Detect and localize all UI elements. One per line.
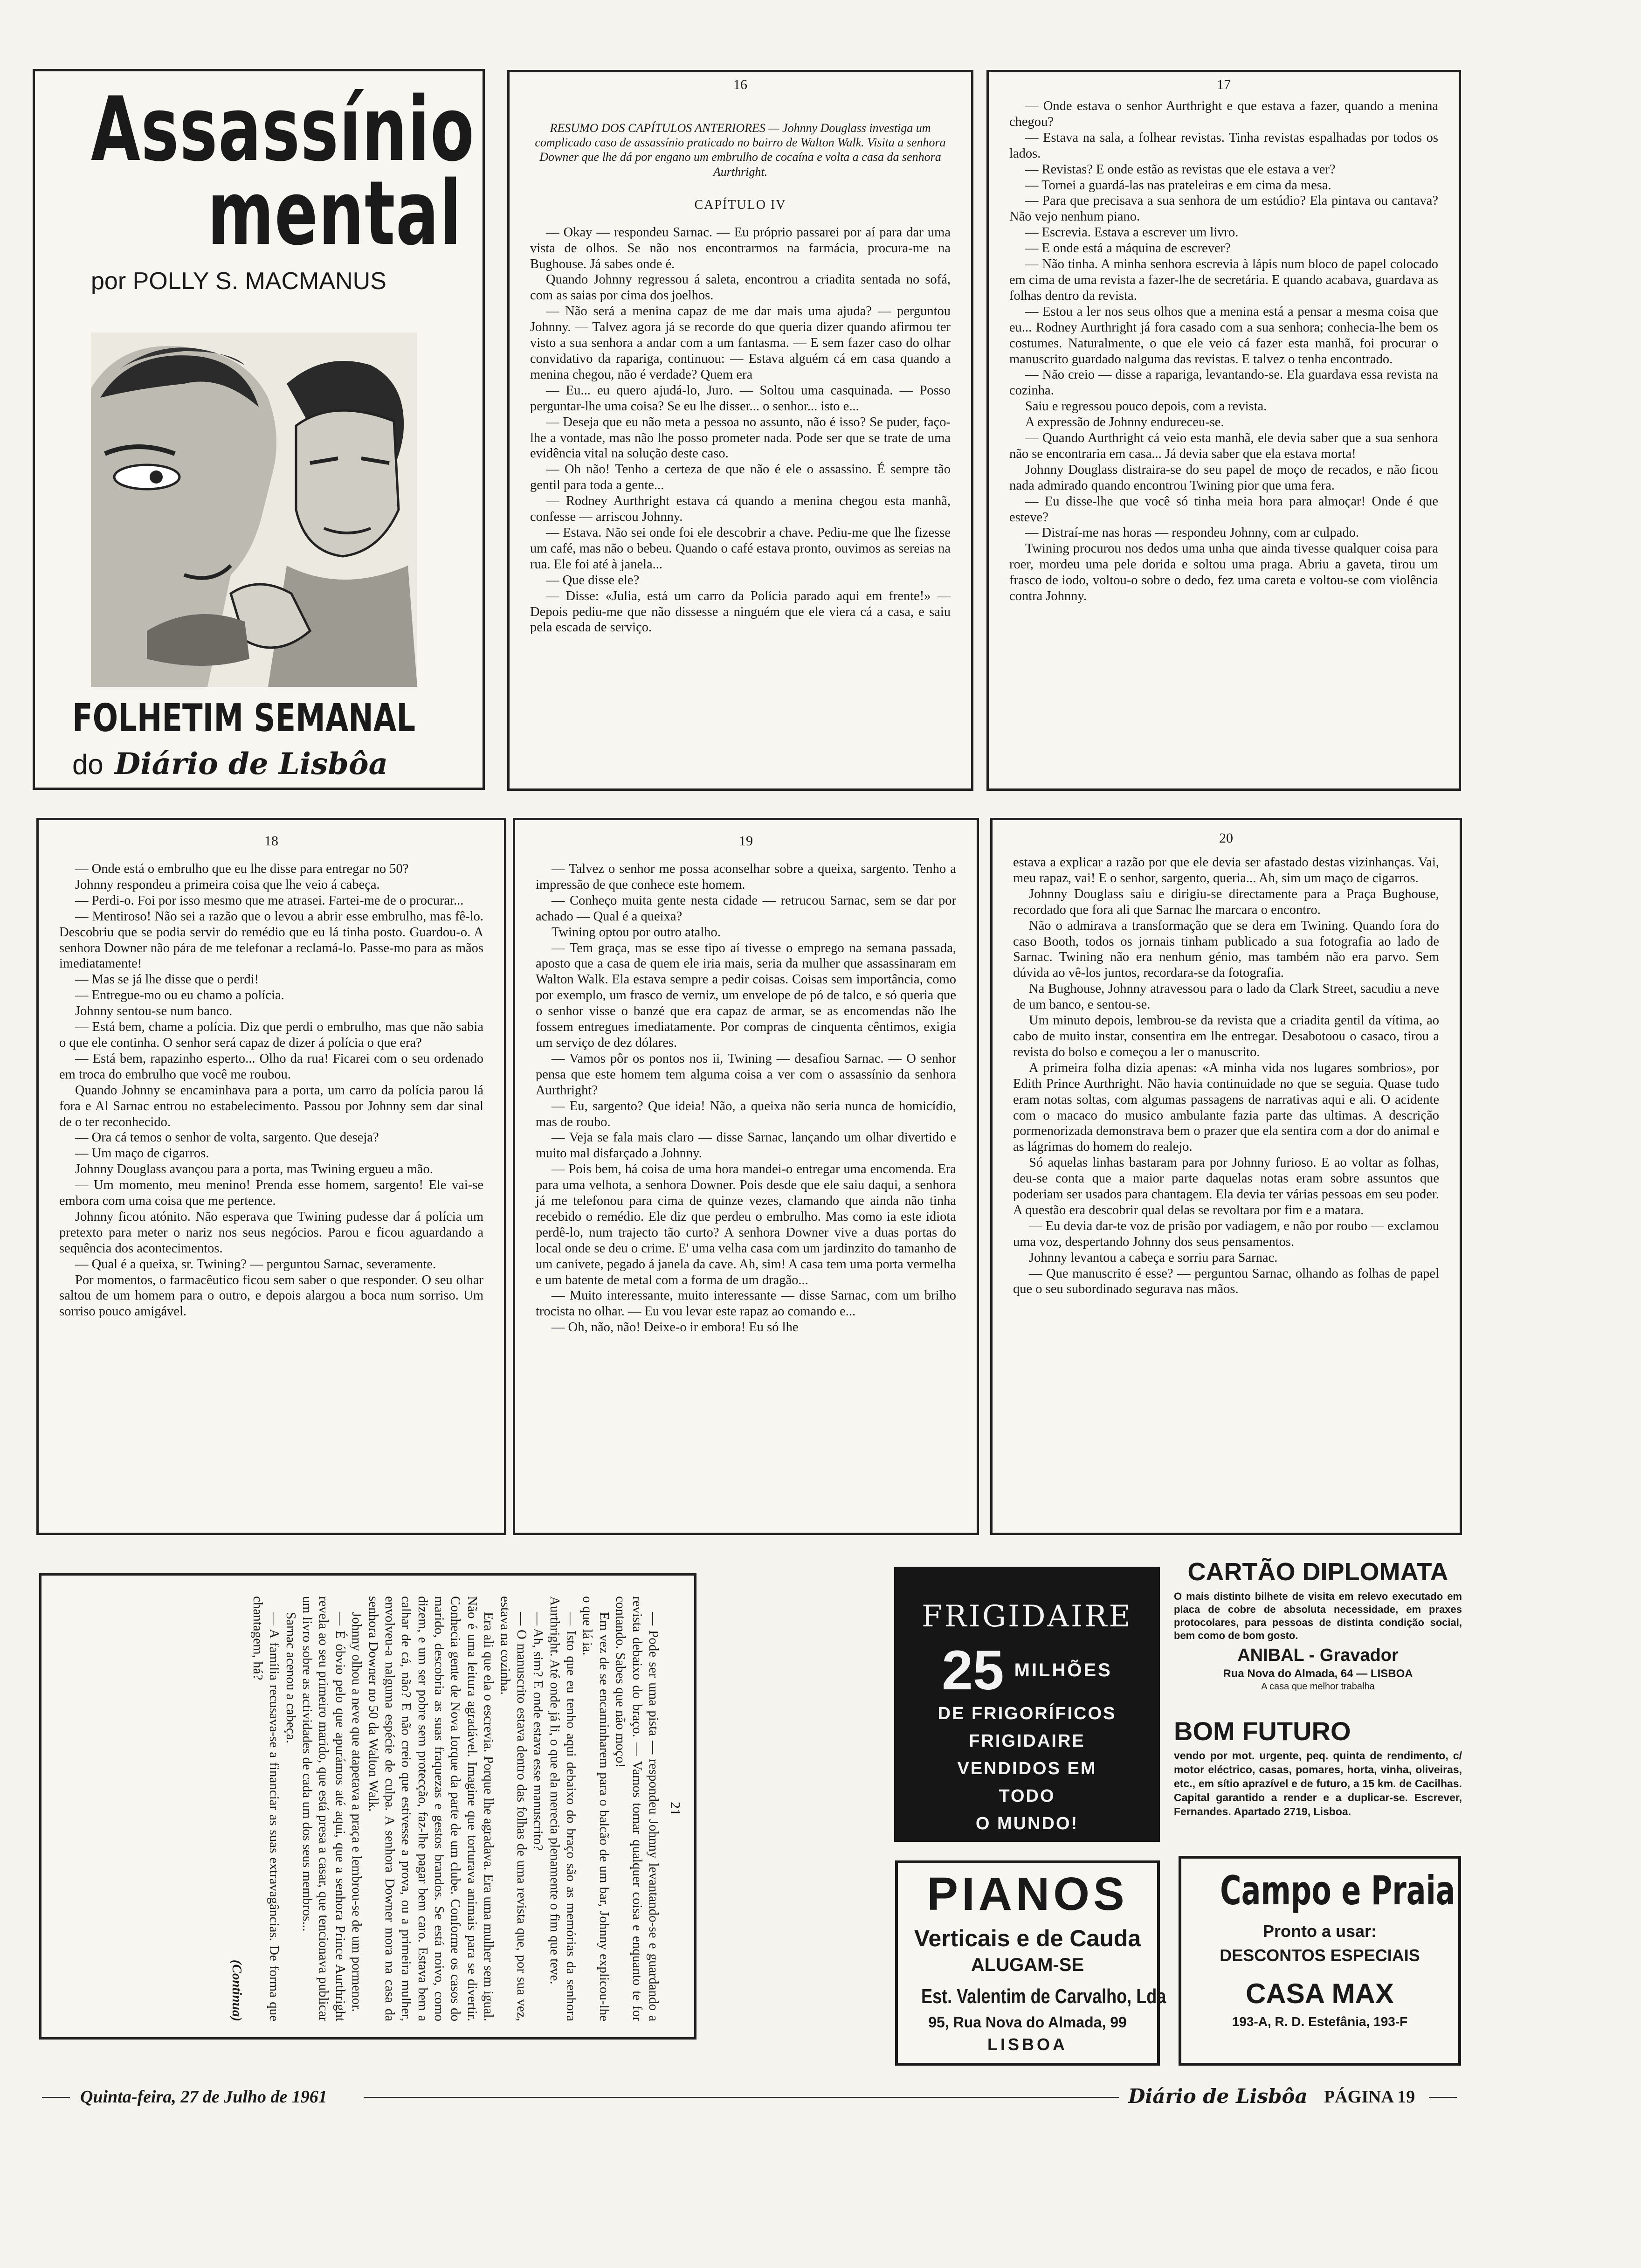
paragraph: Twining procurou nos dedos uma unha que ainda tivesse qualquer coisa para roer, mordeu uma pele dorida e soltou uma praga. Abriu a gaveta, tirou um frasco de iodo, voltou-o sobre o dedo, fez uma careta e voltou-se com violência contra Johnny. <box>1009 541 1438 604</box>
paragraph: Johnny olhou a neve que atapetava a praça e lembrou-se de um pormenor. <box>349 1612 365 2012</box>
footer-paper: Diário de Lisbôa <box>1128 2085 1308 2108</box>
chapter-heading: CAPÍTULO IV <box>694 197 786 212</box>
pianos-subtitle: Verticais e de Cauda <box>914 1925 1141 1951</box>
cartao-title: CARTÃO DIPLOMATA <box>1187 1558 1448 1586</box>
page-21-rotated-content <box>41 1576 694 2042</box>
ad-pianos <box>895 1860 1166 2066</box>
footer-page: PÁGINA 19 <box>1324 2087 1415 2107</box>
frigidaire-line: TODO <box>999 1786 1055 1806</box>
continua-label: (Continua) <box>229 1959 244 2021</box>
story-text <box>515 861 977 1335</box>
paragraph: Quando Johnny se encaminhava para a porta, um carro da polícia parou lá fora e Al Sarnac entrou no estabelecimento. Passou por Johnny sem dar sinal de o ter reconhecido. <box>59 1083 483 1129</box>
paragraph: Por momentos, o farmacêutico ficou sem saber o que responder. O seu olhar saltou de um homem para o outro, e depois alargou a boca num sorriso. Um sorriso pouco amigável. <box>59 1272 483 1319</box>
paragraph: — O manuscrito estava dentro das folhas de uma revista que, por sua vez, estava na cozinha. <box>497 1596 529 2021</box>
paragraph: — Ah, sim? E onde estava esse manuscrito? <box>531 1612 546 1851</box>
ad-frigidaire <box>894 1567 1160 1842</box>
paragraph: — Estou a ler nos seus olhos que a menina está a pensar a mesma coisa que eu... Rodney Aurthright já fora casado com a sua senhora; conhecia-lhe bem os costumes. Naturalmente, o que ele veio cá fazer esta manhã, foi procurar o manuscrito guardado nalguma das revistas. E talvez o tenha encontrado. <box>1009 304 1438 366</box>
paragraph: Não o admirava a transformação que se dera em Twining. Quando fora do caso Booth, todos os jornais tinham publicado a sua fotografia ao lado de Sarnac. Twining não era nenhum génio, mas também não era parvo. Sem dúvida ao vê-los juntos, recordara-se da fotografia. <box>1013 918 1439 981</box>
series-title: FOLHETIM SEMANAL <box>72 696 416 740</box>
campo-store: CASA MAX <box>1246 1978 1394 2009</box>
paragraph: — Eu... eu quero ajudá-lo, Juro. — Soltou uma casquinada. — Posso perguntar-lhe uma coisa? Se eu lhe disser... o senhor... isto e... <box>530 383 951 414</box>
paragraph: — Eu disse-lhe que você só tinha meia hora para almoçar! Onde é que esteve? <box>1009 494 1438 525</box>
paragraph: — A família recusava-se a financiar as suas extravagâncias. De forma que chantagem, há? <box>250 1596 282 2021</box>
paragraph: — Okay — respondeu Sarnac. — Eu próprio passarei por aí para dar uma vista de olhos. Se não nos encontrarmos na farmácia, procura-me na Bughouse. Já sabes onde é. <box>530 225 951 271</box>
paragraph: — Está bem, chame a polícia. Diz que perdi o embrulho, mas que não sabia o que ele continha. O senhor será capaz de dizer á polícia o que era? <box>59 1020 483 1050</box>
paragraph: — Muito interessante, muito interessante — disse Sarnac, com um brilho trocista no olhar. — Eu vou levar este rapaz ao comando e... <box>536 1288 956 1319</box>
ad-cartao-diplomata <box>1174 1557 1462 1707</box>
paragraph: — Não tinha. A minha senhora escrevia à lápis num bloco de papel colocado em cima de uma revista a fazer-lhe de secretária. E quando acabava, guardava as folhas dentro da revista. <box>1009 257 1438 303</box>
paragraph: — Pois bem, há coisa de uma hora mandei-o entregar uma encomenda. Era para uma velhota, a senhora Downer. Pois desde que ele saiu daqui, a senhora já me telefonou para cima de quinze vezes, clamando que ainda não tinha recebido o remédio. Ele diz que perdeu o embrulho. Mas como ia este idiota perdê-lo, num trajecto tão curto? A senhora Downer vive a duas portas do local onde se deu o crime. E' uma velha casa com um jardinzito do tamanho de um canivete, pegado á janela da cave. Ah, sim! A casa tem uma porta vermelha e um batente de metal com a forma de um dragão... <box>536 1162 956 1287</box>
frigidaire-number: 25 <box>942 1639 1004 1701</box>
cartao-brand: ANIBAL - Gravador <box>1237 1645 1399 1665</box>
paragraph: — Mentiroso! Não sei a razão que o levou a abrir esse embrulho, mas fê-lo. Descobriu que se podia servir do remédio que eu lá tinha posto. Guardou-o. A senhora Downer não pára de me telefonar a reclamá-lo. Passe-mo para as mãos imediatamente! <box>59 909 483 971</box>
page-number: 16 <box>733 77 747 92</box>
paragraph: — Para que precisava a sua senhora de um estúdio? Ela pintava ou cantava? Não vejo nenhum piano. <box>1009 194 1438 224</box>
story-text <box>228 1576 662 2042</box>
story-text <box>989 98 1459 604</box>
page-21-panel <box>39 1573 696 2040</box>
cover-author: por POLLY S. MACMANUS <box>91 268 386 295</box>
paragraph: Johnny Douglass saiu e dirigiu-se directamente para a Praça Bughouse, recordado que fora ali que Sarnac lhe marcara o encontro. <box>1013 886 1439 917</box>
paragraph: — Está bem, rapazinho esperto... Olho da rua! Ficarei com o seu ordenado em troca do embrulho que você me roubou. <box>59 1051 483 1082</box>
page-number: 18 <box>264 833 278 849</box>
paragraph: Quando Johnny regressou á saleta, encontrou a criadita sentada no sofá, com as saias por cima dos joelhos. <box>530 272 951 303</box>
resumo: RESUMO DOS CAPÍTULOS ANTERIORES — Johnny Douglass investiga um complicado caso de assassínio praticado no bairro de Walton Walk. Visita a senhora Downer que lhe dá por engano um embrulho de cocaína e volta a casa da senhora Aurthright. <box>535 121 946 179</box>
paragraph: — Escrevia. Estava a escrever um livro. <box>1025 225 1239 240</box>
paragraph: — Talvez o senhor me possa aconselhar sobre a queixa, sargento. Tenho a impressão de que conhece este homem. <box>536 862 956 892</box>
footer-date: Quinta-feira, 27 de Julho de 1961 <box>80 2087 327 2107</box>
paragraph: — Rodney Aurthright estava cá quando a menina chegou esta manhã, confesse — arriscou Johnny. <box>530 494 951 525</box>
cartao-body: O mais distinto bilhete de visita em relevo executado em placa de cobre de absoluta necessidade, em praxes protocolares, para pessoas de distinta condição social, bem como de bom gosto. <box>1174 1590 1462 1642</box>
cartao-tagline: A casa que melhor trabalha <box>1261 1681 1375 1692</box>
page-number: 17 <box>1217 77 1231 92</box>
paragraph: — Onde estava o senhor Aurthright e que estava a fazer, quando a menina chegou? <box>1009 99 1438 129</box>
cartao-address: Rua Nova do Almada, 64 — LISBOA <box>1223 1667 1413 1680</box>
paragraph: — Qual é a queixa, sr. Twining? — perguntou Sarnac, severamente. <box>75 1257 436 1272</box>
paragraph: Só aquelas linhas bastaram para por Johnny furioso. E ao voltar as folhas, deu-se conta que a maior parte daquelas notas eram sobre assuntos que poderiam ser usados para chantagem. Ela devia ter várias pessoas em seu poder. A questão era descobrir qual delas se revoltara por fim e a matara. <box>1013 1155 1439 1217</box>
paragraph: — Ora cá temos o senhor de volta, sargento. Que deseja? <box>75 1130 379 1145</box>
page-18-panel <box>36 818 506 1535</box>
paragraph: — Um maço de cigarros. <box>75 1146 209 1161</box>
paragraph: estava a explicar a razão por que ele devia ser afastado destas vizinhanças. Vai, meu rapaz, vai! E o senhor, sargento, queria... Ah, sim um maço de cigarros. <box>1013 855 1439 885</box>
paragraph: — Vamos pôr os pontos nos ii, Twining — desafiou Sarnac. — O senhor pensa que este homem tem alguma coisa a ver com o assassínio da senhora Aurthright? <box>536 1051 956 1098</box>
paragraph: — Não será a menina capaz de me dar mais uma ajuda? — perguntou Johnny. — Talvez agora já se recorde do que queria dizer quando afirmou ter visto a sua senhora a andar com a um fantasma. — E sem fazer caso do olhar convidativo da rapariga, continuou: — Estava alguém cá em casa quando a menina chegou, não é verdade? Quem era <box>530 304 951 382</box>
campo-title: Campo e Praia <box>1220 1867 1455 1914</box>
paragraph: A primeira folha dizia apenas: «A minha vida nos lugares sombrios», por Edith Prince Aurthright. Não havia continuidade no que se seguia. Quase tudo eram notas soltas, com algumas passagens de narrativas aqui e ali. O acidente com o macaco do musico ambulante fazia parte das ultimas. A descrição pormenorizada demonstrava bem o prazer que ela sentira com a dor do animal e as lágrimas do homem do realejo. <box>1013 1060 1439 1155</box>
page-number: 19 <box>739 833 753 849</box>
paragraph: Saiu e regressou pouco depois, com a revista. <box>1025 399 1267 414</box>
cover-panel <box>33 69 485 790</box>
paragraph: — E onde está a máquina de escrever? <box>1025 241 1231 256</box>
paragraph: Johnny levantou a cabeça e sorriu para Sarnac. <box>1029 1250 1278 1265</box>
page-number: 21 <box>668 1802 683 1816</box>
frigidaire-line: DE FRIGORÍFICOS <box>938 1704 1117 1723</box>
paragraph: — Revistas? E onde estão as revistas que ele estava a ver? <box>1025 162 1336 177</box>
newspaper-prefix: do <box>72 749 103 780</box>
paragraph: Era ali que ela o escrevia. Porque lhe agradava. Era uma mulher sem igual. Não é uma leitura agradável. Imagine que torturava animais para se divertir. Conhecia gente de Nova Iorque da parte de um clube. Conforme os casos do marido, descobria as suas fraquezas e gestos brandos. Se está noivo, como dizem, e um ser pobre sem protecção, faz-lhe pagar bem caro. Estava bem a calhar de cá, não? E não creio que estivesse a prova, ou a primeira mulher, envolveu-a nalguma espécie de culpa. A senhora Downer mora na casa da senhora Downer no 50 da Walton Walk. <box>365 1596 496 2021</box>
paragraph: Sarnac acenou a cabeça. <box>283 1612 298 1743</box>
paragraph: — Tornei a guardá-las nas prateleiras e em cima da mesa. <box>1025 178 1331 193</box>
pianos-rent: ALUGAM-SE <box>971 1955 1084 1975</box>
cover-title-line2: mental <box>207 162 462 265</box>
bomfuturo-title: BOM FUTURO <box>1174 1716 1351 1746</box>
paragraph: Twining optou por outro atalho. <box>552 925 721 940</box>
paragraph: Johnny sentou-se num banco. <box>75 1004 233 1019</box>
frigidaire-brand: FRIGIDAIRE <box>922 1599 1132 1634</box>
footer-rule <box>364 2097 1119 2098</box>
bomfuturo-body: vendo por mot. urgente, peq. quinta de rendimento, c/ motor eléctrico, casas, pomares, horta, vinha, oliveiras, etc., em sítio aprazível e de futuro, a 15 km. de Cacilhas. Capital garantido a render e a duplicar-se. Escrever, Fernandes. Apartado 2719, Lisboa. <box>1174 1749 1462 1818</box>
frigidaire-headline <box>894 1639 1160 1701</box>
paragraph: — Onde está o embrulho que eu lhe disse para entregar no 50? <box>75 862 409 876</box>
paragraph: — Mas se já lhe disse que o perdi! <box>75 972 259 987</box>
ad-campo-e-praia <box>1179 1856 1461 2066</box>
paragraph: — Eu devia dar-te voz de prisão por vadiagem, e não por roubo — exclamou uma voz, despertando Johnny dos seus pensamentos. <box>1013 1218 1439 1249</box>
pianos-title: PIANOS <box>927 1868 1128 1920</box>
ad-bom-futuro <box>1174 1716 1462 1846</box>
frigidaire-line: VENDIDOS EM <box>957 1759 1097 1778</box>
paragraph: Johnny respondeu a primeira coisa que lhe veio á cabeça. <box>75 877 380 892</box>
paragraph: — Pode ser uma pista — respondeu Johnny levantando-se e guardando a revista debaixo do braço. — Vamos tomar qualquer coisa e enquanto te for contando. Sabes que não moço! <box>613 1596 661 2021</box>
paragraph: — Veja se fala mais claro — disse Sarnac, lançando um olhar divertido e muito mal disfarçado a Johnny. <box>536 1130 956 1161</box>
paragraph: — Perdi-o. Foi por isso mesmo que me atrasei. Fartei-me de o procurar... <box>75 893 464 908</box>
paragraph: — Um momento, meu menino! Prenda esse homem, sargento! Ele vai-se embora com uma coisa que me pertence. <box>59 1178 483 1209</box>
campo-address: 193-A, R. D. Estefânia, 193-F <box>1232 2014 1408 2029</box>
paragraph: A expressão de Johnny endureceu-se. <box>1025 415 1224 430</box>
page-17-panel <box>986 70 1461 791</box>
story-text <box>39 861 504 1320</box>
newspaper-name: Diário de Lisbôa <box>114 747 388 781</box>
page-footer <box>42 2085 1459 2108</box>
paragraph: — Tem graça, mas se esse tipo aí tivesse o emprego na semana passada, aposto que a casa de quem ele iria mais, seria da mulher que assassinaram em Walton Walk. Ela estava sempre a pedir coisas. Coisas sem importância, como por exemplo, um frasco de verniz, um envelope de pó de talco, e só queria que o senhor visse o banzé que era capaz de armar, se as encomendas não lhe fossem entregues imediatamente. Por compras de cinquenta cêntimos, exigia um serviço de dez dólares. <box>536 940 956 1050</box>
page-19-panel <box>513 818 979 1535</box>
story-text <box>510 225 971 636</box>
story-text <box>993 855 1460 1297</box>
frigidaire-line: MILHÕES <box>1014 1660 1112 1680</box>
paragraph: — É óbvio pelo que apurámos até aqui, que a senhora Prince Aurthright revela ao seu primeiro marido, que está presa a casar, que tencionava publicar um livro sobre as actividades de cada um dos seus membros... <box>300 1596 348 2021</box>
paragraph: — Oh, não, não! Deixe-o ir embora! Eu só lhe <box>552 1320 799 1335</box>
pianos-city: LISBOA <box>987 2035 1068 2054</box>
newspaper-line <box>72 747 388 781</box>
campo-ready: Pronto a usar: <box>1262 1921 1377 1941</box>
paragraph: — Isto que eu tenho aqui debaixo do braço são as memórias da senhora Aurthright. Até onde já li, o que ela merecia plenamente o fim que teve. <box>547 1596 579 2021</box>
paragraph: — Oh não! Tenho a certeza de que não é ele o assassino. É sempre tão gentil para toda a gente... <box>530 462 951 493</box>
paragraph: — Estava. Não sei onde foi ele descobrir a chave. Pediu-me que lhe fizesse um café, mas não o bebeu. Quando o café estava pronto, ouvimos as sereias na rua. Ele foi até à janela... <box>530 525 951 572</box>
paragraph: Na Bughouse, Johnny atravessou para o lado da Clark Street, sacudiu a neve de um banco, e sentou-se. <box>1013 982 1439 1012</box>
paragraph: — Não creio — disse a rapariga, levantando-se. Ela guardava essa revista na cozinha. <box>1009 367 1438 398</box>
paragraph: Johnny ficou atónito. Não esperava que Twining pudesse dar á polícia um pretexto para meter o nariz nos seus negócios. Parou e ficou aguardando a sequência dos acontecimentos. <box>59 1209 483 1256</box>
page-number: 20 <box>1219 830 1233 846</box>
paragraph: — Que manuscrito é esse? — perguntou Sarnac, olhando as folhas de papel que o seu subordinado segurava nas mãos. <box>1013 1266 1439 1297</box>
cover-title-line1: Assassínio <box>91 78 475 181</box>
footer-rule <box>42 2097 70 2098</box>
campo-discounts: DESCONTOS ESPECIAIS <box>1220 1945 1420 1965</box>
paragraph: — Conheço muita gente nesta cidade — retrucou Sarnac, sem se dar por achado — Qual é a queixa? <box>536 893 956 924</box>
paragraph: — Estava na sala, a folhear revistas. Tinha revistas espalhadas por todos os lados. <box>1009 130 1438 161</box>
paragraph: — Entregue-mo ou eu chamo a polícia. <box>75 988 284 1003</box>
paragraph: — Quando Aurthright cá veio esta manhã, ele devia saber que a sua senhora não se encontraria em casa... Já devia saber que ela estava morta! <box>1009 431 1438 461</box>
footer-rule <box>1429 2097 1457 2098</box>
paragraph: — Eu, sargento? Que ideia! Não, a queixa não seria nunca de homicídio, mas de roubo. <box>536 1099 956 1129</box>
paragraph: Johnny Douglass avançou para a porta, mas Twining ergueu a mão. <box>75 1162 433 1177</box>
cover-illustration <box>91 332 417 687</box>
page-16-panel <box>507 70 973 791</box>
pianos-company: Est. Valentim de Carvalho, Lda <box>921 1985 1166 2008</box>
paragraph: Um minuto depois, lembrou-se da revista que a criadita gentil da vítima, ao cabo de muito instar, consentira em lhe entregar. Desabotoou o casaco, tirou a revista do bolso e começou a ler o manuscrito. <box>1013 1013 1439 1059</box>
paragraph: Em vez de se encaminharem para o balcão de um bar, Johnny explicou-lhe o que lá ia. <box>580 1596 612 2021</box>
paragraph: — Deseja que eu não meta a pessoa no assunto, não é isso? Se puder, faço-lhe a vontade, mas não lhe posso prometer nada. Pode ser que se trate de uma evidência vital na solução deste caso. <box>530 415 951 461</box>
paragraph: — Disse: «Julia, está um carro da Polícia parado aqui em frente!» — Depois pediu-me que não dissesse a ninguém que ele viera cá a casa, e saiu pela escada de serviço. <box>530 588 951 635</box>
frigidaire-line: O MUNDO! <box>975 1814 1079 1833</box>
paragraph: Johnny Douglass distraira-se do seu papel de moço de recados, e não ficou nada admirado quando encontrou Twining pior que uma fera. <box>1009 462 1438 493</box>
frigidaire-line: FRIGIDAIRE <box>969 1731 1085 1751</box>
page-20-panel <box>990 818 1462 1535</box>
pianos-address: 95, Rua Nova do Almada, 99 <box>928 2014 1127 2031</box>
paragraph: — Que disse ele? <box>546 573 640 588</box>
paragraph: — Distraí-me nas horas — respondeu Johnny, com ar culpado. <box>1025 526 1359 540</box>
